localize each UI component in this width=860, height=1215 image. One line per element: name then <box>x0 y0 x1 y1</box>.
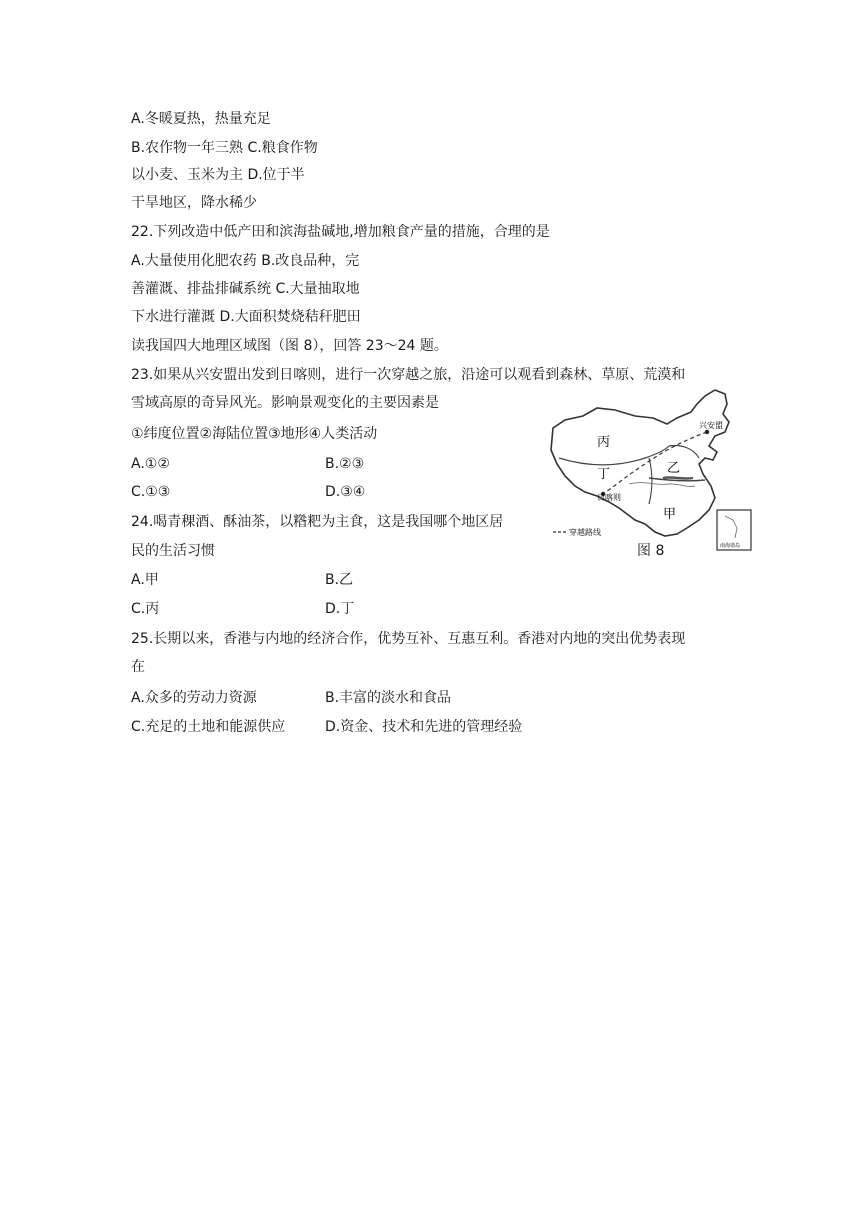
text-line: 干旱地区，降水稀少 <box>131 195 257 211</box>
text-line: ①纬度位置②海陆位置③地形④人类活动 <box>131 426 378 442</box>
start-point-icon <box>705 430 709 434</box>
legend-label: 穿越路线 <box>569 528 601 537</box>
region-label-yi: 乙 <box>667 461 681 476</box>
option-d: D.丁 <box>325 601 355 617</box>
place-label-xinganmeng: 兴安盟 <box>699 421 723 430</box>
intro-line: 读我国四大地理区域图（图 8），回答 23～24 题。 <box>131 338 448 354</box>
question-25: 25.长期以来，香港与内地的经济合作，优势互补、互惠互利。香港对内地的突出优势表现 <box>131 631 686 647</box>
inset-label: 南海诸岛 <box>720 543 741 549</box>
option-c: C.①③ <box>131 484 171 500</box>
text-line: 民的生活习惯 <box>131 543 215 559</box>
text-line: 以小麦、玉米为主 D.位于半 <box>131 167 305 183</box>
text-line: A.冬暖夏热，热量充足 <box>131 111 271 127</box>
text-line: 下水进行灌溉 D.大面积焚烧秸秆肥田 <box>131 309 361 325</box>
option-b: B.丰富的淡水和食品 <box>325 690 452 706</box>
mountain-ridge <box>663 477 693 478</box>
question-24: 24.喝青稞酒、酥油茶，以糌粑为主食，这是我国哪个地区居 <box>131 514 504 530</box>
option-c: C.丙 <box>131 601 160 617</box>
text-line: A.大量使用化肥农药 B.改良品种，完 <box>131 253 360 269</box>
option-a: A.甲 <box>131 572 159 588</box>
option-b: B.②③ <box>325 456 365 472</box>
figure-caption: 图 8 <box>637 543 665 559</box>
option-a: A.众多的劳动力资源 <box>131 690 257 706</box>
region-label-ding: 丁 <box>597 467 611 482</box>
question-22: 22.下列改造中低产田和滨海盐碱地,增加粮食产量的措施，合理的是 <box>131 224 550 240</box>
question-23: 23.如果从兴安盟出发到日喀则，进行一次穿越之旅，沿途可以观看到森林、草原、荒漠和 <box>131 367 686 383</box>
region-label-jia: 甲 <box>663 507 677 522</box>
region-label-bing: 丙 <box>597 435 611 450</box>
option-d: D.③④ <box>325 484 366 500</box>
option-a: A.①② <box>131 456 170 472</box>
option-c: C.充足的土地和能源供应 <box>131 719 286 735</box>
place-label-rikaze: 日喀则 <box>597 493 621 502</box>
option-b: B.乙 <box>325 572 354 588</box>
option-d: D.资金、技术和先进的管理经验 <box>325 719 523 735</box>
text-line: 善灌溉、排盐排碱系统 C.大量抽取地 <box>131 281 360 297</box>
text-line: 在 <box>131 659 145 675</box>
text-line: 雪域高原的奇异风光。影响景观变化的主要因素是 <box>131 395 439 411</box>
text-line: B.农作物一年三熟 C.粮食作物 <box>131 140 318 156</box>
